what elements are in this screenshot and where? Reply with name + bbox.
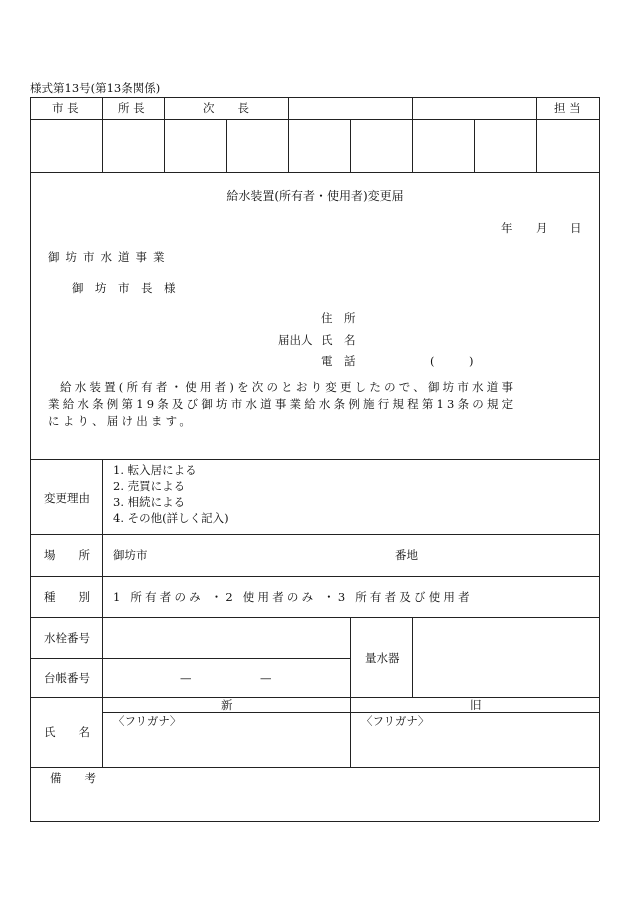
category-label: 種 別 bbox=[44, 590, 90, 604]
name-old-furigana-label: 〈フリガナ〉 bbox=[361, 714, 430, 728]
date-year-label: 年 bbox=[501, 221, 513, 235]
body-line-3: により、届け出ます。 bbox=[48, 414, 195, 428]
stamp-cell-in-charge[interactable] bbox=[537, 120, 598, 171]
meter-label: 量水器 bbox=[365, 651, 400, 665]
remarks-label: 備 考 bbox=[50, 771, 96, 785]
name-new-label: 新 bbox=[221, 698, 233, 712]
reason-option-2[interactable]: 2. 売買による bbox=[113, 479, 186, 493]
date-day-label: 日 bbox=[570, 221, 582, 235]
name-old-field[interactable] bbox=[351, 730, 598, 766]
form-code: 様式第13号(第13条関係) bbox=[30, 81, 161, 95]
applicant-label: 届出人 bbox=[278, 333, 313, 347]
applicant-address-label: 住 所 bbox=[321, 311, 356, 325]
applicant-phone-parens: ( ) bbox=[430, 354, 474, 368]
ledger-dash-2: — bbox=[260, 671, 272, 685]
name-new-furigana-label: 〈フリガナ〉 bbox=[113, 714, 182, 728]
name-label: 氏 名 bbox=[44, 725, 90, 739]
applicant-name-label: 氏 名 bbox=[321, 333, 356, 347]
date-month-label: 月 bbox=[536, 221, 548, 235]
hydrant-number-label: 水栓番号 bbox=[44, 631, 90, 645]
ledger-number-label: 台帳番号 bbox=[44, 671, 90, 685]
approval-director-label: 所 長 bbox=[118, 101, 145, 115]
stamp-cell-mayor[interactable] bbox=[31, 120, 101, 171]
ledger-dash-1: — bbox=[180, 671, 192, 685]
reason-option-3[interactable]: 3. 相続による bbox=[113, 495, 186, 509]
place-city: 御坊市 bbox=[113, 548, 148, 562]
approval-mayor-label: 市 長 bbox=[52, 101, 79, 115]
body-line-2: 業給水条例第19条及び御坊市水道事業給水条例施行規程第13条の規定 bbox=[48, 397, 517, 411]
place-lot-label: 番地 bbox=[395, 548, 418, 562]
category-options[interactable]: 1 所有者のみ ・2 使用者のみ ・3 所有者及び使用者 bbox=[113, 590, 473, 604]
remarks-field[interactable] bbox=[31, 788, 598, 820]
reason-option-1[interactable]: 1. 転入居による bbox=[113, 463, 197, 477]
reason-label: 変更理由 bbox=[44, 491, 90, 505]
applicant-phone-label: 電 話 bbox=[321, 354, 356, 368]
approval-in-charge-label: 担 当 bbox=[554, 101, 581, 115]
stamp-cell-deputy-1[interactable] bbox=[165, 120, 225, 171]
approval-deputy-label: 次 長 bbox=[203, 101, 249, 115]
body-line-1: 給水装置(所有者・使用者)を次のとおり変更したので、御坊市水道事 bbox=[60, 380, 517, 394]
place-label: 場 所 bbox=[44, 548, 90, 562]
meter-field[interactable] bbox=[413, 618, 598, 696]
form-title: 給水装置(所有者・使用者)変更届 bbox=[226, 189, 404, 203]
addressee-org: 御坊市水道事業 bbox=[48, 250, 171, 264]
name-old-label: 旧 bbox=[470, 698, 482, 712]
reason-option-4[interactable]: 4. その他(詳しく記入) bbox=[113, 511, 229, 525]
hydrant-number-field[interactable] bbox=[103, 618, 349, 657]
name-new-field[interactable] bbox=[103, 730, 349, 766]
stamp-cell-deputy-2[interactable] bbox=[227, 120, 287, 171]
addressee-name: 御 坊 市 長 様 bbox=[72, 281, 176, 295]
stamp-cell-director[interactable] bbox=[103, 120, 163, 171]
